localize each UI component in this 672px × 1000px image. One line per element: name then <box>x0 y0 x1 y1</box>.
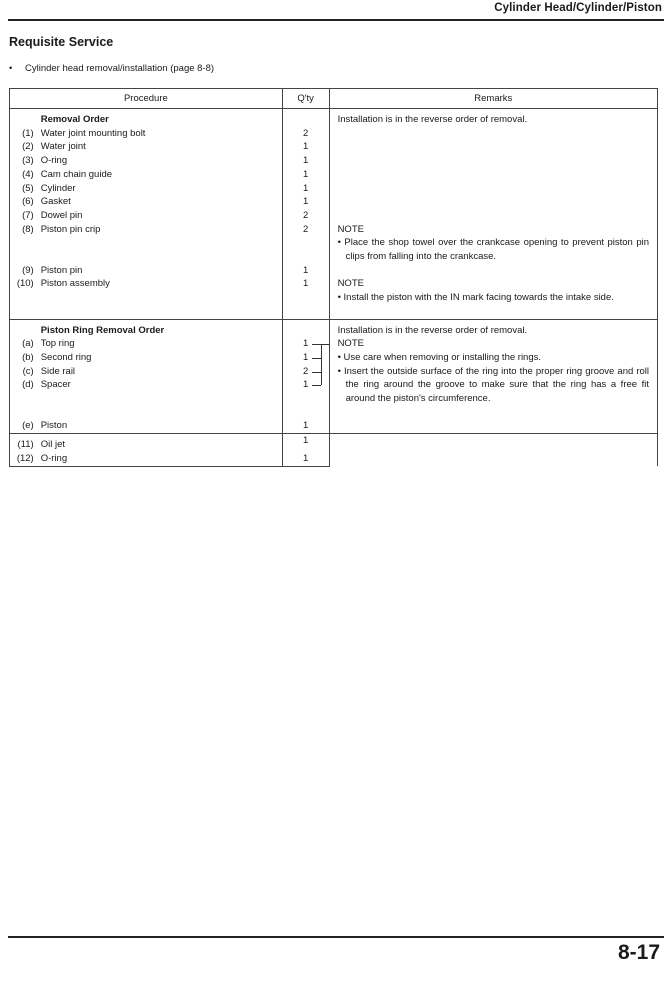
table-row: (c) Side rail 2 <box>10 365 658 379</box>
bullet-icon: • <box>9 63 13 74</box>
table-row: (2) Water joint 1 <box>10 140 658 154</box>
note-label: NOTE <box>337 278 364 290</box>
remark-note-piston-pin-clip <box>329 223 657 264</box>
note-text: • Place the shop towel over the crankcase opening to prevent piston pin clips from falling into the crankcase. <box>337 237 650 263</box>
note-label: NOTE <box>337 223 364 235</box>
page-number: 8-17 <box>617 941 660 964</box>
bracket-line <box>312 372 321 373</box>
note-label: NOTE <box>337 338 364 350</box>
remark-intro-group2: Installation is in the reverse order of removal. <box>329 319 657 337</box>
table-row: (d) Spacer 1 <box>10 378 658 392</box>
table-row: (11) Oil jet 1 <box>10 434 658 452</box>
table-row: (5) Cylinder 1 <box>10 182 658 196</box>
col-header-qty: Q'ty <box>282 89 329 109</box>
remarks-cell-group2 <box>329 337 657 419</box>
col-header-procedure: Procedure <box>10 89 283 109</box>
table-row: (10) Piston assembly 1 NOTE • Install the piston with the IN mark facing towards the intake side. <box>10 277 658 291</box>
remark-intro: Installation is in the reverse order of removal. <box>337 114 528 125</box>
bracket-line <box>312 385 321 386</box>
col-header-remarks: Remarks <box>329 89 657 109</box>
table-row: (6) Gasket 1 <box>10 195 658 209</box>
requisite-service-item <box>9 63 214 74</box>
table-row: (1) Water joint mounting bolt 2 <box>10 127 658 141</box>
removal-order-heading: Removal Order <box>38 109 283 127</box>
qty-with-bracket: 1 <box>282 337 329 351</box>
table-row: (e) Piston 1 <box>10 419 658 433</box>
remark-note-piston-assembly <box>329 277 657 319</box>
table-row <box>10 109 658 127</box>
table-row <box>10 319 658 337</box>
table-row: (8) Piston pin crip 2 NOTE • Place the shop towel over the crankcase opening to prevent piston pin clips from falling into the crankcase. <box>10 223 658 237</box>
section-title: Requisite Service <box>9 35 114 49</box>
table-row: (12) O-ring 1 <box>10 452 658 466</box>
footer-rule <box>8 936 664 938</box>
remarks-cell-group1 <box>329 109 657 223</box>
requisite-service-text: Cylinder head removal/installation (page 8-8) <box>25 63 215 74</box>
piston-ring-heading: Piston Ring Removal Order <box>38 319 283 337</box>
note-item: • Use care when removing or installing the rings. <box>337 351 542 363</box>
table-row: (3) O-ring 1 <box>10 154 658 168</box>
procedure-table <box>9 88 658 467</box>
note-item: • Insert the outside surface of the ring into the proper ring groove and roll the ring around the groove to make sure that the ring has a free fit around the piston's circumference. <box>337 365 649 405</box>
table-row: (7) Dowel pin 2 <box>10 209 658 223</box>
table-row: (9) Piston pin 1 <box>10 264 658 278</box>
bracket-line <box>312 358 321 359</box>
page-header-title: Cylinder Head/Cylinder/Piston <box>494 2 662 14</box>
header-rule <box>8 19 664 21</box>
note-text: • Install the piston with the IN mark facing towards the intake side. <box>337 292 614 304</box>
table-row: (4) Cam chain guide 1 <box>10 168 658 182</box>
table-row: (a) Top ring 1 NOTE • Use care when removing or installing the rings. • Insert the outside surface of the ring into the proper ring groove and roll the ring around the groove to make sure that the ring has a free fit around the piston's circumference. <box>10 337 658 351</box>
table-row: (b) Second ring 1 <box>10 351 658 365</box>
